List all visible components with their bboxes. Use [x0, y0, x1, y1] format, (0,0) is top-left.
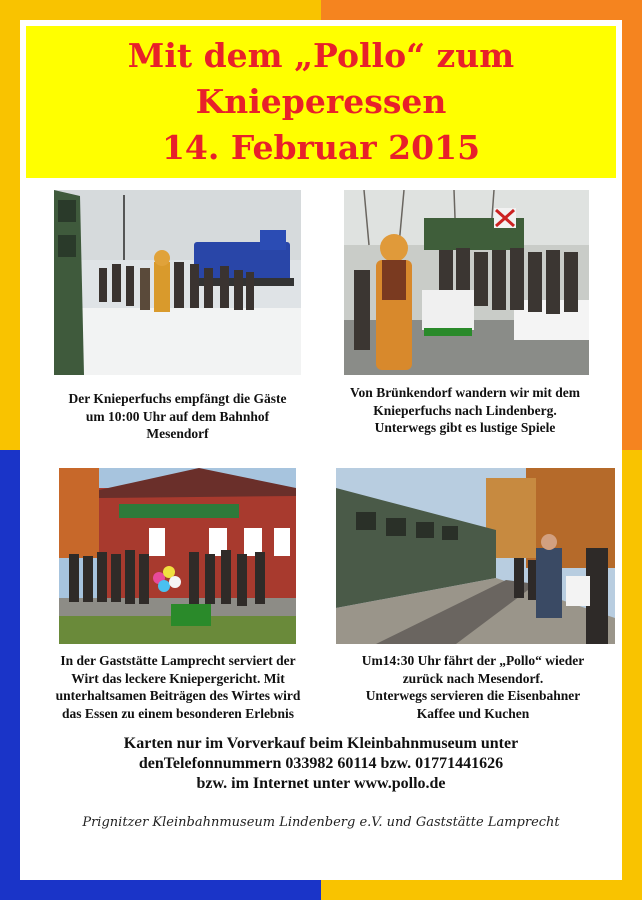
- caption-photo-2: Von Brünkendorf wandern wir mit dem Knieperfuchs nach Lindenberg. Unterwegs gibt es lustige Spiele: [350, 385, 580, 435]
- ticket-info: [20, 734, 622, 794]
- caption-photo-1: Der Knieperfuchs empfängt die Gäste um 10:00 Uhr auf dem Bahnhof Mesendorf: [68, 391, 287, 441]
- title-banner: [26, 26, 616, 178]
- photo-train-platform: [336, 468, 615, 644]
- caption-photo-3: In der Gaststätte Lamprecht serviert der Wirt das leckere Kniepergericht. Mit unterhaltsamen Beiträgen des Wirtes wird das Essen zu einem besonderen Erlebnis: [55, 653, 301, 721]
- photo-fox-mascot-group: [344, 190, 589, 375]
- ticket-phone-line: denTelefonnummern 033982 60114 bzw. 01771441626: [138, 755, 504, 772]
- organizer-footer: Prignitzer Kleinbahnmuseum Lindenberg e.V. und Gaststätte Lamprecht: [82, 815, 560, 830]
- title-line-2: Knieperessen: [195, 82, 447, 121]
- poster-sheet: [20, 20, 622, 880]
- event-date: 14. Februar 2015: [161, 128, 481, 167]
- ticket-line-1: Karten nur im Vorverkauf beim Kleinbahnmuseum unter: [123, 735, 519, 752]
- ticket-website-line: bzw. im Internet unter www.pollo.de: [196, 775, 446, 792]
- caption-photo-4: Um14:30 Uhr fährt der „Pollo“ wieder zurück nach Mesendorf. Unterwegs servieren die Eisenbahner Kaffee und Kuchen: [361, 653, 585, 721]
- photo-train-station: [54, 190, 301, 375]
- title-line-1: Mit dem „Pollo“ zum: [127, 36, 515, 75]
- photo-restaurant-gathering: [59, 468, 296, 644]
